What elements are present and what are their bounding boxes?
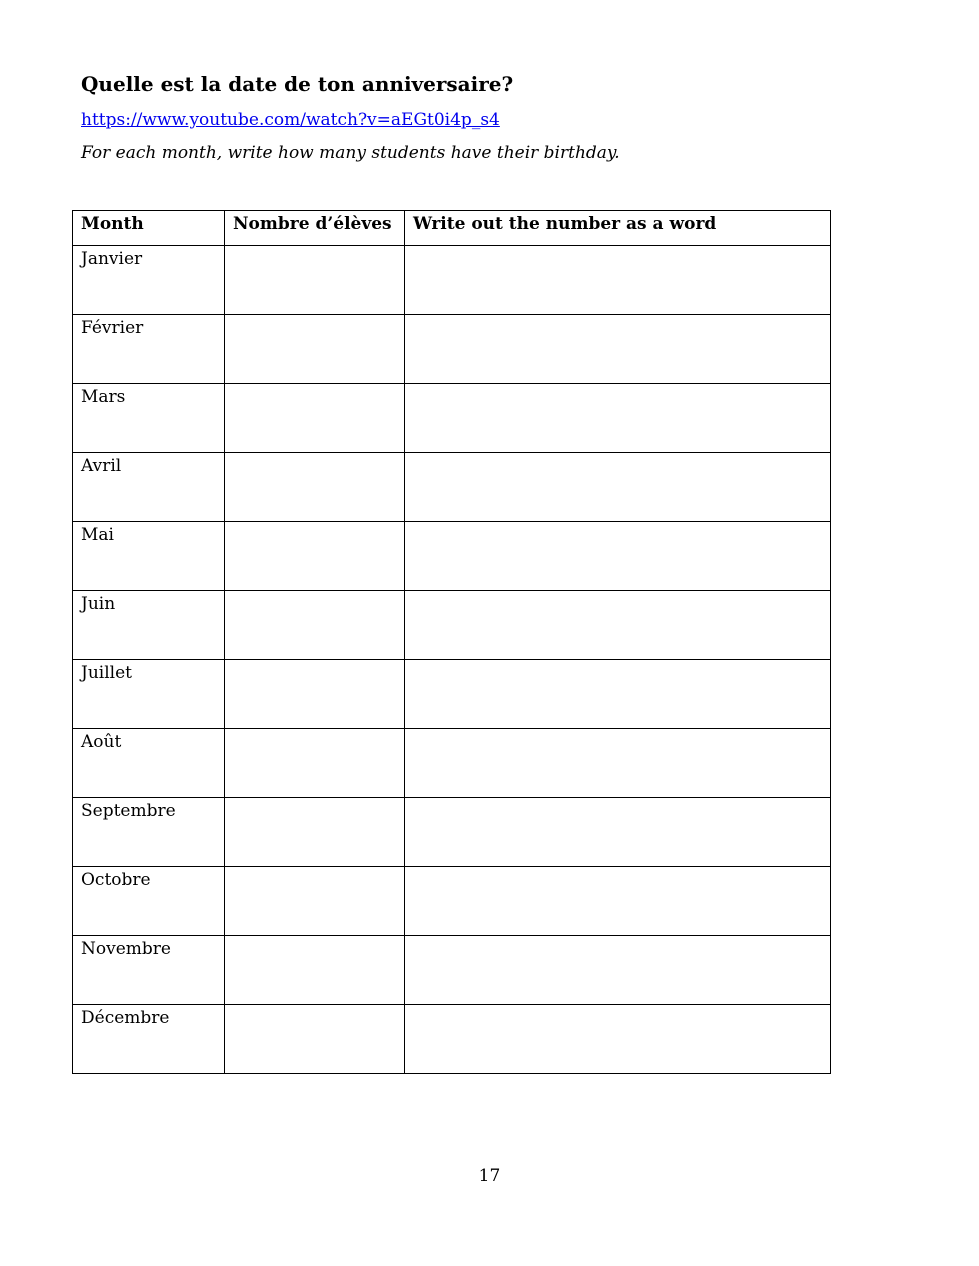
word-cell[interactable] [405, 591, 831, 660]
count-cell[interactable] [225, 729, 405, 798]
word-cell[interactable] [405, 729, 831, 798]
count-cell[interactable] [225, 1005, 405, 1074]
table-row [73, 1005, 831, 1074]
word-cell[interactable] [405, 315, 831, 384]
header-student-count: Nombre d’élèves [225, 211, 405, 246]
table-row [73, 246, 831, 315]
count-cell[interactable] [225, 522, 405, 591]
word-cell[interactable] [405, 798, 831, 867]
count-cell[interactable] [225, 246, 405, 315]
header-month: Month [73, 211, 225, 246]
month-cell: Janvier [73, 246, 225, 315]
word-cell[interactable] [405, 1005, 831, 1074]
word-cell[interactable] [405, 384, 831, 453]
count-cell[interactable] [225, 591, 405, 660]
instruction-text: For each month, write how many students have their birthday. [81, 143, 620, 163]
month-cell: Août [73, 729, 225, 798]
month-cell: Mars [73, 384, 225, 453]
youtube-link[interactable]: https://www.youtube.com/watch?v=aEGt0i4p_s4 [81, 110, 500, 130]
table-row [73, 591, 831, 660]
count-cell[interactable] [225, 315, 405, 384]
table-header-row [73, 211, 831, 246]
table-row [73, 729, 831, 798]
table-row [73, 522, 831, 591]
page-number: 17 [478, 1166, 501, 1186]
count-cell[interactable] [225, 453, 405, 522]
month-cell: Décembre [73, 1005, 225, 1074]
count-cell[interactable] [225, 798, 405, 867]
month-cell: Septembre [73, 798, 225, 867]
month-cell: Mai [73, 522, 225, 591]
month-cell: Novembre [73, 936, 225, 1005]
count-cell[interactable] [225, 867, 405, 936]
word-cell[interactable] [405, 453, 831, 522]
month-cell: Février [73, 315, 225, 384]
table-row [73, 936, 831, 1005]
month-cell: Avril [73, 453, 225, 522]
word-cell[interactable] [405, 246, 831, 315]
count-cell[interactable] [225, 936, 405, 1005]
header-number-word: Write out the number as a word [405, 211, 831, 246]
word-cell[interactable] [405, 867, 831, 936]
table-row [73, 384, 831, 453]
table-row [73, 315, 831, 384]
word-cell[interactable] [405, 936, 831, 1005]
word-cell[interactable] [405, 660, 831, 729]
table-row [73, 867, 831, 936]
birthday-table [72, 210, 831, 1074]
table-row [73, 798, 831, 867]
count-cell[interactable] [225, 660, 405, 729]
count-cell[interactable] [225, 384, 405, 453]
month-cell: Octobre [73, 867, 225, 936]
table-row [73, 453, 831, 522]
month-cell: Juillet [73, 660, 225, 729]
word-cell[interactable] [405, 522, 831, 591]
page-title: Quelle est la date de ton anniversaire? [81, 72, 514, 96]
month-cell: Juin [73, 591, 225, 660]
table-row [73, 660, 831, 729]
